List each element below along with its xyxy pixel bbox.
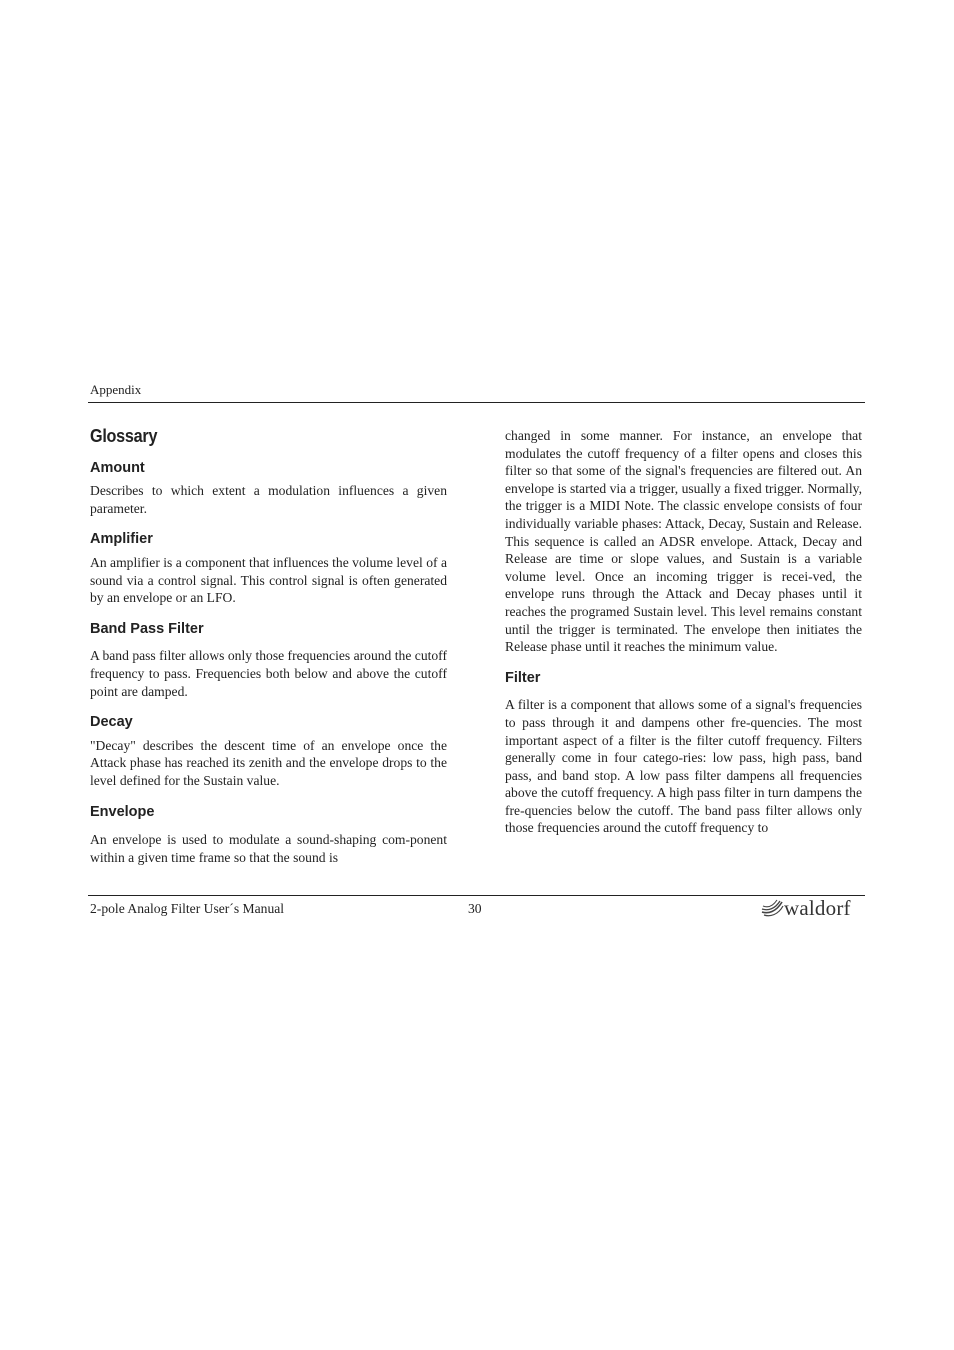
term-decay: Decay xyxy=(90,714,133,731)
left-column xyxy=(90,424,447,866)
term-amount: Amount xyxy=(90,459,145,476)
page-number: 30 xyxy=(468,901,482,916)
definition-amount: Describes to which extent a modulation influences a given parameter. xyxy=(90,483,447,516)
waldorf-logo xyxy=(760,895,851,921)
definition-envelope: An envelope is used to modulate a sound-shaping com-ponent within a given time frame so that the sound is xyxy=(90,832,447,865)
term-filter: Filter xyxy=(505,669,541,686)
glossary-title: Glossary xyxy=(90,426,158,446)
right-column xyxy=(505,427,862,837)
section-label: Appendix xyxy=(90,382,142,397)
header-rule xyxy=(88,402,865,403)
term-amplifier: Amplifier xyxy=(90,531,153,548)
term-envelope: Envelope xyxy=(90,803,155,820)
definition-envelope-continued: changed in some manner. For instance, an envelope that modulates the cutoff frequency of a filter opens and closes this filter so that some of the signal's frequencies are filtered out. An envelope is started via a trigger, usually a fixed trigger. Normally, the trigger is a MIDI Note. The classic envelope consists of four individually variable phases: Attack, Decay, Sustain and Release. This sequence is called an ADSR envelope. Attack, Decay and Release are time or slope values, and Sustain is a variable volume level. Once an incoming trigger is recei-ved, the envelope runs through the Attack and Decay phases until it reaches the programed Sustain level. This level remains constant until the trigger is terminated. The envelope then initiates the Release phase until it reaches the minimum value. xyxy=(505,428,862,655)
logo-wordmark: waldorf xyxy=(784,895,851,920)
footer-rule xyxy=(88,895,865,896)
definition-amplifier: An amplifier is a component that influences the volume level of a sound via a control signal. This control signal is often generated by an envelope or an LFO. xyxy=(90,554,447,606)
term-band-pass-filter: Band Pass Filter xyxy=(90,620,204,637)
waldorf-swirl-icon xyxy=(760,898,784,918)
definition-band-pass-filter: A band pass filter allows only those frequencies around the cutoff frequency to pass. Frequencies both below and above the cutoff point are damped. xyxy=(90,648,447,699)
definition-filter: A filter is a component that allows some of a signal's frequencies to pass through it and dampens other fre-quencies. The most important aspect of a filter is the filter cutoff frequency. Filters generally come in four catego-ries: low pass, high pass, band pass, and band stop. A low pass filter dampens all frequencies above the cutoff frequency. A high pass filter in turn dampens the fre-quencies below the cutoff. The band pass filter allows only those frequencies around the cutoff frequency to xyxy=(505,697,862,836)
manual-title: 2-pole Analog Filter User´s Manual xyxy=(90,901,285,916)
definition-decay: "Decay" describes the descent time of an envelope once the Attack phase has reached its zenith and the envelope drops to the level defined for the Sustain value. xyxy=(90,737,447,788)
